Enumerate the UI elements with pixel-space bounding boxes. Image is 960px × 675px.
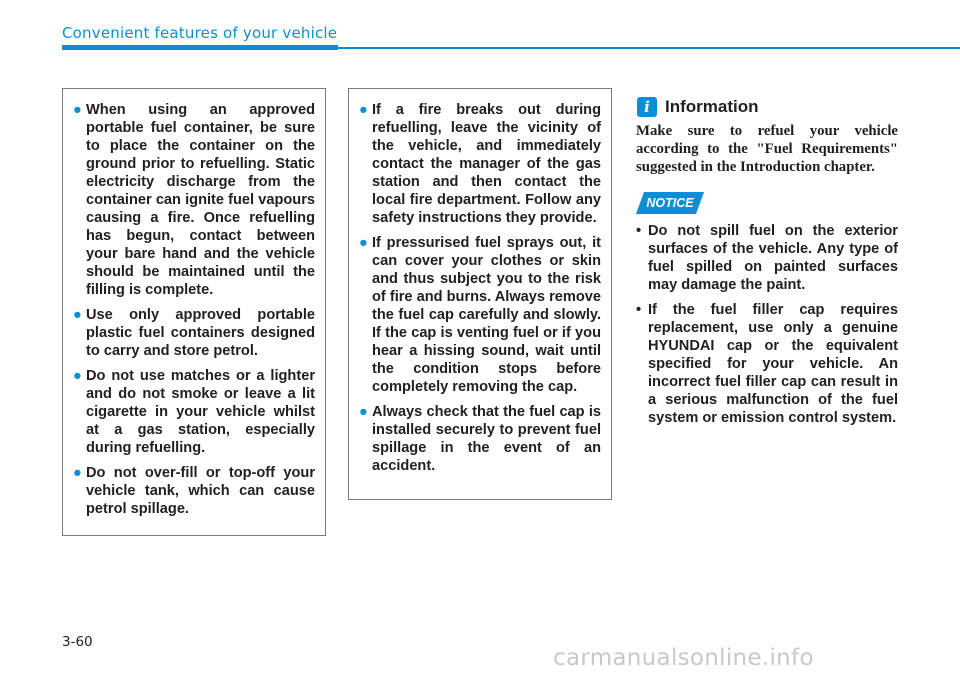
bullet-icon: ●: [359, 102, 368, 118]
warning-box-left: [62, 88, 326, 536]
header-rule-thin: [338, 47, 960, 49]
notice-badge: [636, 192, 704, 214]
bullet-icon: •: [636, 302, 642, 318]
warning-list-middle: [349, 89, 611, 475]
warning-box-middle: [348, 88, 612, 500]
notice-label: NOTICE: [646, 196, 694, 210]
information-text: Make sure to refuel your vehicle according to the "Fuel Requirements" suggested in the Introduction chapter.: [636, 123, 898, 175]
information-heading: [637, 95, 759, 119]
bullet-icon: ●: [73, 102, 82, 118]
warning-list-left: [63, 89, 325, 518]
bullet-icon: ●: [73, 368, 82, 384]
list-item: ● Do not over-fill or top-off your vehicle tank, which can cause petrol spillage.: [73, 465, 315, 517]
bullet-icon: ●: [359, 235, 368, 251]
bullet-icon: ●: [73, 465, 82, 481]
watermark: carmanualsonline.info: [553, 645, 814, 671]
information-title: Information: [665, 97, 759, 116]
list-item: • Do not spill fuel on the exterior surfaces of the vehicle. Any type of fuel spilled on painted surfaces may damage the paint.: [636, 223, 898, 293]
list-item: ● When using an approved portable fuel container, be sure to place the container on the ground prior to refuelling. Static electricity discharge from the container can ignite fuel vapours causing a fire. Once refuelling has begun, contact between your bare hand and the vehicle should be maintained until the filling is complete.: [73, 102, 315, 298]
bullet-icon: •: [636, 223, 642, 239]
page-number: 3-60: [62, 634, 93, 650]
notice-list: [636, 222, 898, 434]
list-item: ● If pressurised fuel sprays out, it can cover your clothes or skin and thus subject you to the risk of fire and burns. Always remove the fuel cap carefully and slowly. If the cap is venting fuel or if you hear a hissing sound, wait until the condition stops before completely removing the cap.: [359, 235, 601, 395]
list-item: ● Use only approved portable plastic fuel containers designed to carry and store petrol.: [73, 307, 315, 359]
header-rule-thick: [62, 45, 338, 50]
bullet-icon: ●: [359, 404, 368, 420]
list-item: • If the fuel filler cap requires replacement, use only a genuine HYUNDAI cap or the equivalent specified for your vehicle. An incorrect fuel filler cap can result in a serious malfunction of the fuel system or emission control system.: [636, 302, 898, 426]
section-title: Convenient features of your vehicle: [62, 24, 338, 42]
list-item: ● Always check that the fuel cap is installed securely to prevent fuel spillage in the event of an accident.: [359, 404, 601, 474]
list-item: ● If a fire breaks out during refuelling, leave the vicinity of the vehicle, and immediately contact the manager of the gas station and then contact the local fire department. Follow any safety instructions they provide.: [359, 102, 601, 226]
bullet-icon: ●: [73, 307, 82, 323]
list-item: ● Do not use matches or a lighter and do not smoke or leave a lit cigarette in your vehicle whilst at a gas station, especially during refuelling.: [73, 368, 315, 456]
info-icon: i: [637, 97, 657, 117]
